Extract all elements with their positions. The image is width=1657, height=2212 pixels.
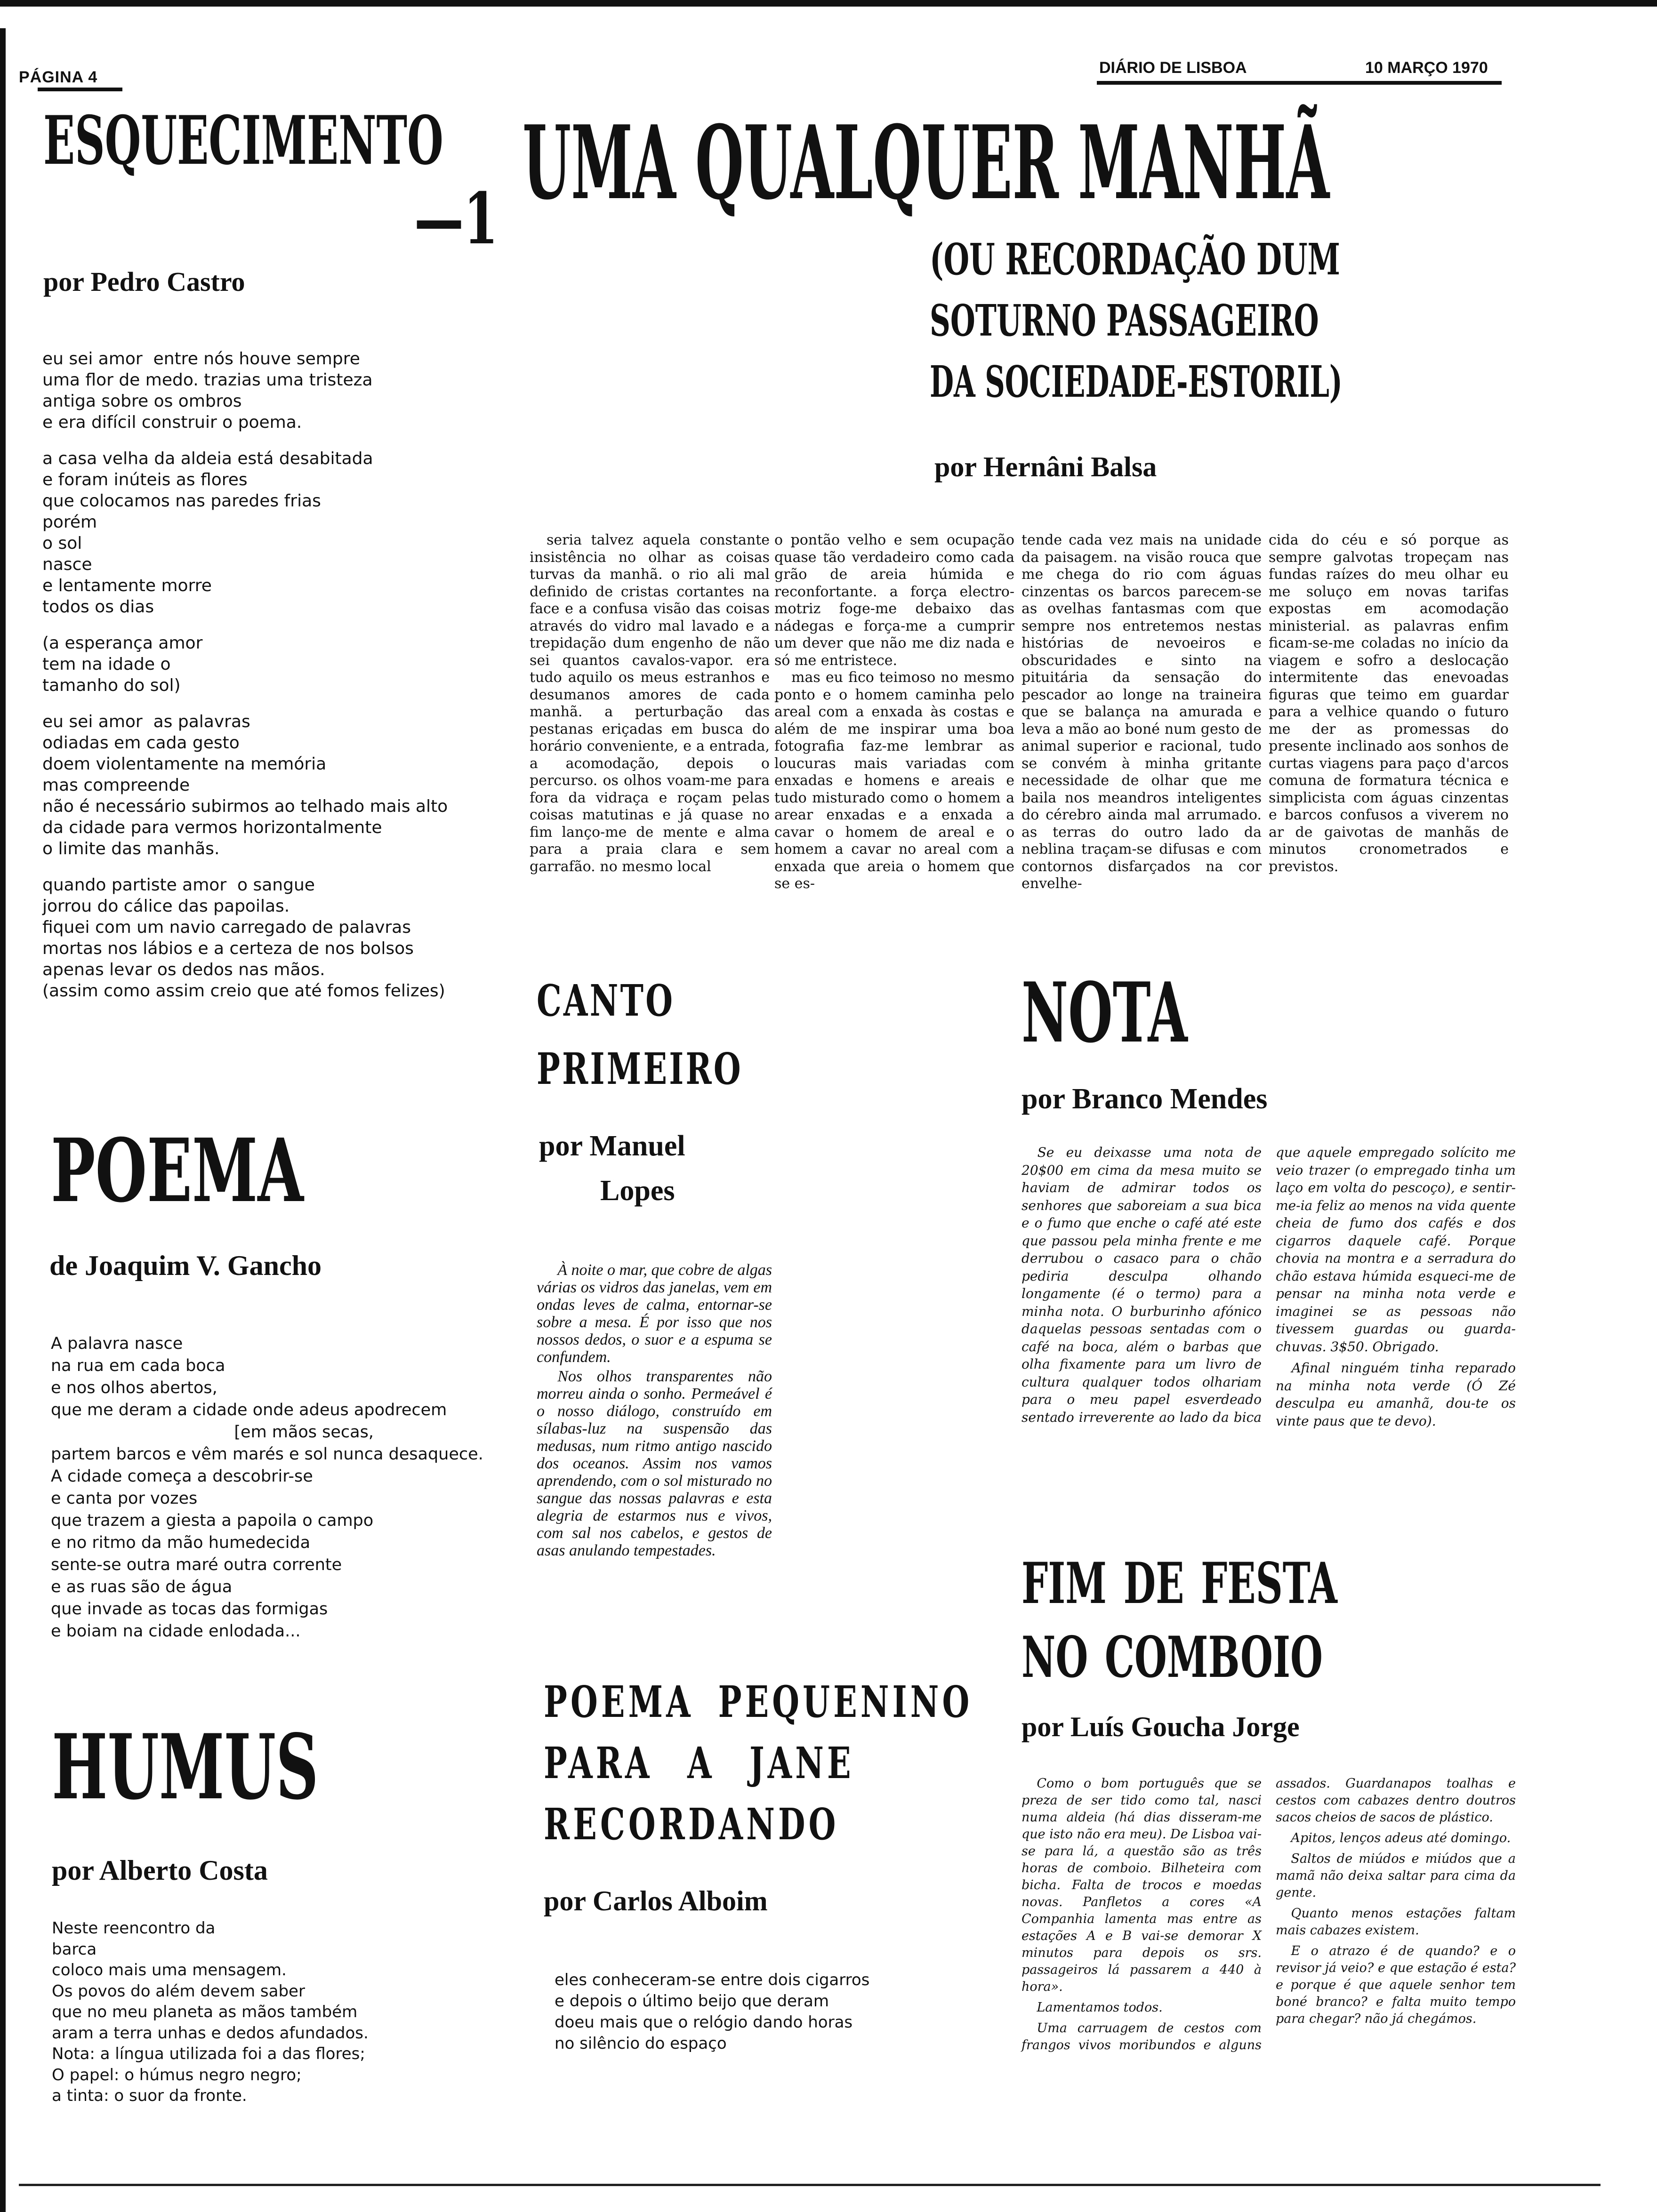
paragraph: Se eu deixasse uma nota de 20$00 em cima da mesa muito se haviam de admirar todos os senhores que saboreiam a sua bica e o fumo que enche o café até este que passou pela minha frente e me derrubou o casaco para o chão pediria desculpa olhando longamente (é o termo) para a minha nota. O burburinho afónico daquelas pessoas sentadas com o café na boca, além o barbas que olha fixamente para um livro de cultura qualquer todos olhariam para o meu papel esverdeado sentado irreverente ao lado da bica que aquele empregado solícito me veio trazer (o empregado tinha um laço em volta do pescoço), e sentir-me-ia feliz ao menos na vida quente cheia de fumo dos cafés e dos cigarros daquele café. Porque chovia na montra e a serradura do chão estava húmida esqueci-me de pensar na minha nota verde e imaginei se as pessoas não tivessem guardas ou guarda-chuvas. 3$50. Obrigado. (1022, 1145, 1516, 1425)
article-title: NOTA (1022, 965, 1188, 1061)
paragraph: Saltos de miúdos e miúdos que a mamã não deixa saltar para cima da gente. (1276, 1851, 1516, 1900)
page-left-border (0, 28, 6, 2212)
article-title: POEMA (51, 1119, 304, 1222)
article-byline: por Luís Goucha Jorge (1022, 1711, 1300, 1742)
text-column (537, 1261, 772, 1561)
paragraph: mas eu fico teimoso no mesmo ponto e o homem caminha pelo areal com a enxada às costas e além de me inspirar uma boa fotografia faz-me lembrar as loucuras mais variadas com enxadas e homens e areais e tudo misturado como o homem a arear enxadas e a enxada a cavar o homem de areal e o homem a cavar no areal com a enxada que areia o homem que se es- (774, 669, 1014, 892)
article-byline: por Branco Mendes (1022, 1083, 1268, 1115)
article-byline: por Pedro Castro (43, 266, 245, 297)
article-title-part: —1 (414, 177, 499, 260)
article-title: ESQUECIMENTO (43, 102, 443, 180)
article-byline: por Carlos Alboim (544, 1885, 768, 1916)
poem-body: A palavra nasce na rua em cada boca e nos olhos abertos, que me deram a cidade onde adeus apodrecem [em mãos secas, partem barcos e vêm marés e sol nunca desaquece. A cidade começa a descobrir-se e canta por vozes que trazem a giesta a papoila o campo e no ritmo da mão humedecida sente-se outra maré outra corrente e as ruas são de água que invade as tocas das formigas e boiam na cidade enlodada... (51, 1334, 483, 1641)
poem-stanza: (a esperança amor tem na idade o tamanho do sol) (42, 633, 203, 695)
poem-body: Neste reencontro da barca coloco mais uma mensagem. Os povos do além devem saber que no meu planeta as mãos também aram a terra unhas e dedos afundados. Nota: a língua utilizada foi a das flores; O papel: o húmus negro negro; a tinta: o suor da fronte. (52, 1919, 369, 2105)
paragraph: cida do céu e só porque as sempre galvotas tropeçam nas fundas raízes do meu olhar eu me soluço em novas tarifas expostas em acomodação ministerial. as palavras enfim ficam-se-me coladas no início da viagem e sofro a deslocação intermitente das enevoadas figuras que teimo em guardar para a velhice quando o futuro me der as promessas do presente inclinado aos sonhos de curtas viagens para paço d'arcos comuna de formatura técnica e simplicista com águas cinzentas e barcos confusos a viverem no ar de gaivotas de manhãs de minutos cronometrados e previstos. (1269, 532, 1509, 875)
article-title: POEMA PEQUENINO (544, 1676, 973, 1727)
article-title: RECORDANDO (544, 1799, 839, 1850)
text-columns (1022, 1144, 1516, 1430)
text-column (1269, 532, 1509, 875)
paragraph: tende cada vez mais na unidade da paisagem. na visão rouca que me chega do rio com águas cinzentas os barcos parecem-se as ovelhas fantasmas com que sempre nos entretemos nestas histórias de nevoeiros e obscuridades e sinto na pituitária da sensação do pescador ao longe na traineira que se balança na amurada e leva a mão ao boné num gesto de animal superior e racional, tudo se convém à minha gritante necessidade de olhar que me baila nos meandros inteligentes do cérebro ainda mal arrumado. as terras do outro lado da neblina traçam-se difusas e com contornos disfarçados na cor envelhe- (1022, 532, 1262, 892)
article-byline: Lopes (600, 1175, 675, 1207)
article-subtitle: (OU RECORDAÇÃO DUM (930, 234, 1340, 285)
poem-body: eles conheceram-se entre dois cigarros e depois o último beijo que deram doeu mais que o relógio dando horas no silêncio do espaço (555, 1971, 870, 2053)
article-byline: de Joaquim V. Gancho (49, 1250, 322, 1281)
article-title: FIM DE FESTA (1022, 1550, 1337, 1617)
article-title: CANTO (537, 975, 675, 1026)
issue-date: 10 MARÇO 1970 (1365, 59, 1488, 77)
article-title: HUMUS (52, 1715, 319, 1819)
paragraph: Como o bom português que se preza de ser tido como tal, nasci numa aldeia (há dias disseram-me que isto não era meu). De Lisboa vai-se para lá, a questão são as três horas de comboio. Bilheteira com bicha. Falta de trocos e moedas novas. Panfletos a cores «A Companhia lamenta mas entre as estações A e B vai-se demorar X minutos para depois os srs. passageiros lá passarem a 440 à hora». (1022, 1776, 1262, 1994)
article-title: UMA QUALQUER MANHÃ (523, 103, 1330, 222)
paragraph: Nos olhos transparentes não morreu ainda o sonho. Permeável é o nosso diálogo, construído em sílabas-luz na suspensão das medusas, num ritmo antigo nascido dos oceanos. Assim nos vamos aprendendo, com o sol misturado no sangue das nossas palavras e esta alegria de estarmos nus e vivos, com sal nos cabelos, e gestos de asas anulando tempestades. (537, 1368, 772, 1559)
poem-stanza: a casa velha da aldeia está desabitada e foram inúteis as flores que colocamos nas paredes frias porém o sol nasce e lentamente morre todos os dias (42, 449, 373, 617)
article-title: PARA A JANE (544, 1738, 854, 1788)
text-column (530, 532, 770, 875)
page-number: PÁGINA 4 (19, 68, 98, 86)
paragraph: Apitos, lenços adeus até domingo. (1291, 1831, 1511, 1845)
article-title: NO COMBOIO (1022, 1624, 1323, 1691)
newspaper-name: DIÁRIO DE LISBOA (1099, 59, 1247, 77)
article-subtitle: SOTURNO PASSAGEIRO (930, 295, 1319, 346)
paragraph: À noite o mar, que cobre de algas várias os vidros das janelas, vem em ondas leves de calma, entornar-se sobre a mesa. É por isso que nos nossos dedos, o suor e a espuma se confundem. (537, 1261, 772, 1366)
page-top-border (0, 0, 1657, 7)
text-column (1022, 532, 1262, 893)
paragraph: Uma carruagem de cestos com frangos vivos moribundos e alguns assados. Guardanapos toalhas e cestos com cabazes dentro doutros sacos cheios de sacos de plástico. (1022, 1776, 1516, 2052)
text-column (774, 532, 1014, 893)
article-byline: por Hernâni Balsa (934, 451, 1157, 482)
paragraph: seria talvez aquela constante insistência no olhar as coisas turvas da manhã. o rio ali mal definido de cristas cortantes na face e a confusa visão das coisas através do vidro mal lavado e a trepidação dum engenho de não sei quantos cavalos-vapor. era tudo aquilo os meus estranhos e desumanos amores de cada manhã. a perturbação das pestanas eriçadas em busca do horário conveniente, e a entrada, a acomodação, depois o percurso. os olhos voam-me para fora da vidraça e roçam pelas coisas matutinas e já quase no fim lanço-me de mente e alma para a praia clara e sem garrafão. no mesmo local (530, 532, 770, 875)
text-columns (1022, 1775, 1516, 2054)
poem-stanza: eu sei amor entre nós houve sempre uma flor de medo. trazias uma tristeza antiga sobre os ombros e era difícil construir o poema. (42, 349, 373, 432)
article-title: PRIMEIRO (537, 1043, 743, 1094)
poem-stanza: quando partiste amor o sangue jorrou do cálice das papoilas. fiquei com um navio carregado de palavras mortas nos lábios e a certeza de nos bolsos apenas levar os dedos nas mãos. (assim como assim creio que até fomos felizes) (42, 875, 445, 1001)
article-subtitle: DA SOCIEDADE-ESTORIL) (930, 356, 1343, 407)
paragraph: Lamentamos todos. (1037, 2000, 1163, 2015)
page-number-rule (38, 88, 122, 91)
masthead-rule (1097, 81, 1502, 85)
paragraph: o pontão velho e sem ocupação quase tão verdadeiro como cada grão de areia húmida e reconfortante. a força electro-motriz foge-me debaixo das nádegas e força-me a cumprir um dever que não me diz nada e só me entristece. (774, 532, 1014, 669)
page-bottom-rule (19, 2184, 1601, 2186)
poem-stanza: eu sei amor as palavras odiadas em cada gesto doem violentamente na memória mas compreende não é necessário subirmos ao telhado mais alto da cidade para vermos horizontalmente o limite das manhãs. (42, 712, 448, 858)
poem-body (42, 348, 513, 1002)
article-byline: por Alberto Costa (52, 1855, 268, 1886)
paragraph: Quanto menos estações faltam mais cabazes existem. (1276, 1906, 1516, 1938)
paragraph: Afinal ninguém tinha reparado na minha nota verde (Ó Zé desculpa eu amanhã, dou-te os vinte paus que te devo). (1276, 1360, 1516, 1429)
paragraph: E o atrazo é de quando? e o revisor já veio? e que estação é esta? e porque é que aquele senhor tem boné branco? e falta muito tempo para chegar? não já chegámos. (1276, 1944, 1516, 2026)
article-byline: por Manuel (539, 1130, 685, 1162)
